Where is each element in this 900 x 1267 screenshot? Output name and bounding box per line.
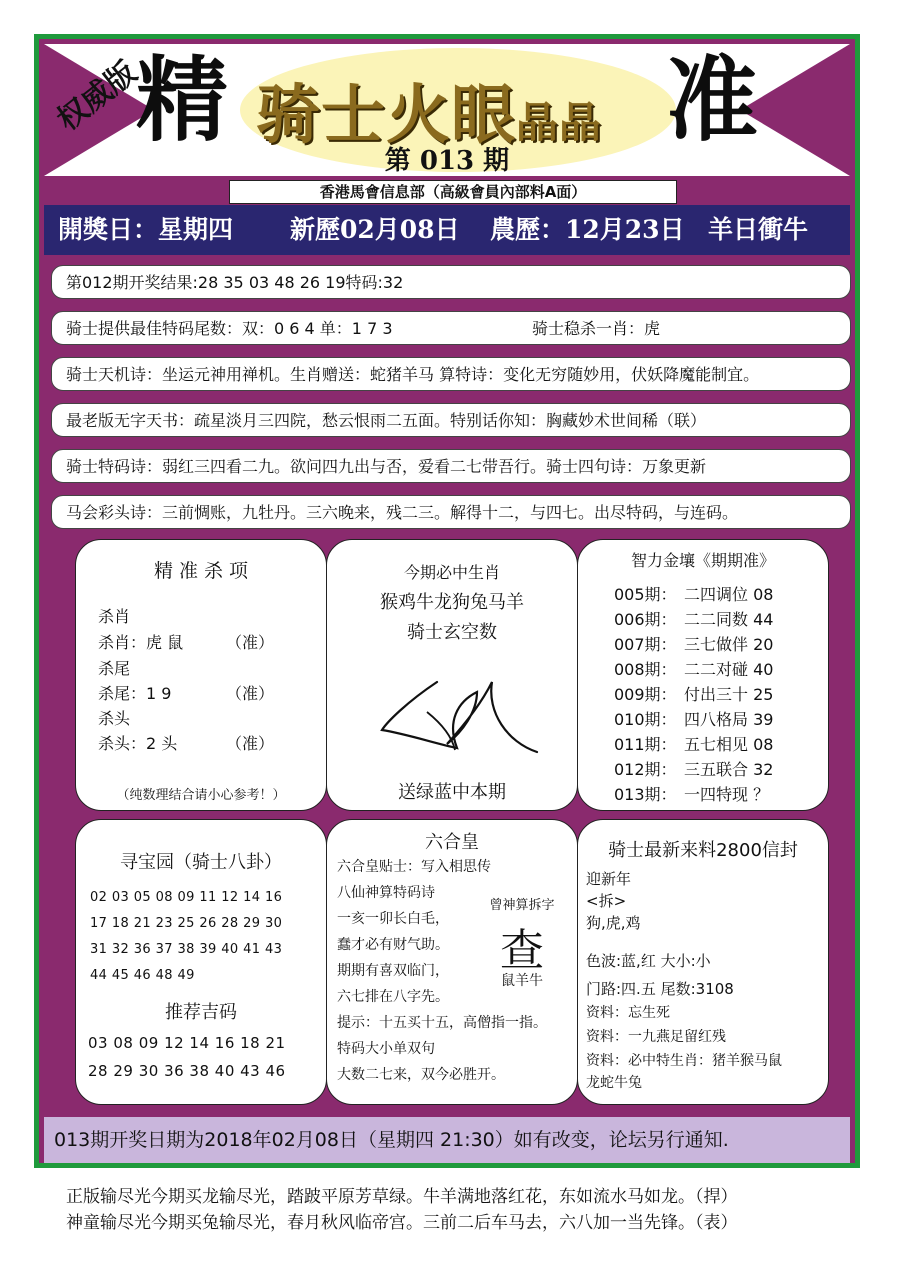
gold-row-text: 二二同数 44: [684, 610, 774, 629]
liuhe-size-line: 大数二七来，双今必胜开。: [337, 1067, 505, 1083]
liuhe-poem-title: 八仙神算特码诗: [337, 885, 435, 901]
latest-line-2: <拆>: [586, 892, 627, 910]
gold-row-text: 二二对碰 40: [684, 660, 774, 679]
special-poem-line: 骑士特码诗：弱红三四看二九。欲问四九出与否，爱看二七带吾行。骑士四句诗：万象更新: [51, 449, 851, 483]
footer-line-2: 神童输尽光今期买兔输尽光，春月秋风临帝宫。三前二后车马去，六八加一当先锋。（表）: [66, 1213, 738, 1233]
lucky-numbers-title: 推荐吉码: [165, 1002, 237, 1023]
liuhe-tip: 六合皇贴士：写入相思传: [337, 859, 491, 875]
gold-row-text: 四八格局 39: [684, 710, 774, 729]
latest-data-3: 资料：必中特生肖：猪羊猴马鼠: [586, 1053, 782, 1069]
treasure-box: [75, 819, 327, 1105]
lucky-number-row: 03 08 09 12 14 16 18 21: [88, 1034, 286, 1052]
left-big-char: 精: [136, 46, 229, 154]
draw-info-bar: [44, 205, 850, 255]
kill-head-tag: （准）: [226, 734, 275, 753]
gold-row-text: 一四特现 ？: [684, 785, 770, 804]
lunar-date: 農歷：12月23日: [490, 215, 685, 244]
gold-row-issue: 010期：: [614, 710, 677, 729]
gold-row-issue: 012期：: [614, 760, 677, 779]
latest-data-1: 资料：忘生死: [586, 1005, 670, 1021]
kill-head-label: 杀头: [98, 709, 131, 728]
treasure-number-row: 02 03 05 08 09 11 12 14 16: [90, 890, 283, 905]
liuhe-poem-line-1: 一亥一卯长白毛，: [337, 911, 449, 927]
liuhe-size-title: 特码大小单双句: [337, 1041, 435, 1057]
issue-number: 第 013 期: [384, 146, 510, 176]
last-result-line: 第012期开奖结果:28 35 03 48 26 19特码:32: [51, 265, 851, 299]
gold-row-text: 付出三十 25: [684, 685, 774, 704]
draw-day: 開獎日：星期四: [58, 215, 234, 244]
kill-box-title: 精 准 杀 项: [153, 560, 249, 582]
source-line: 香港馬會信息部（高級會員內部料A面）: [229, 180, 677, 204]
split-char-title: 曾神算拆字: [489, 898, 555, 913]
gold-row-text: 二四调位 08: [684, 585, 774, 604]
title-small: 晶晶: [516, 98, 603, 147]
latest-line-3: 狗,虎,鸡: [586, 914, 641, 932]
latest-info-box: [577, 819, 829, 1105]
signature-icon: [367, 652, 547, 762]
latest-color-size: 色波:蓝,红 大小:小: [586, 952, 711, 970]
gold-row-issue: 011期：: [614, 735, 677, 754]
latest-line-1: 迎新年: [586, 870, 632, 888]
liuhe-poem-line-3: 期期有喜双临门，: [337, 963, 449, 979]
liuhe-box: [326, 819, 578, 1105]
kill-head-value: 杀头：2 头: [98, 734, 178, 753]
header-banner: [44, 44, 850, 176]
kill-box-note: （纯数理结合请小心参考！）: [116, 788, 286, 803]
zodiac-box: [326, 539, 578, 811]
gold-row-issue: 005期：: [614, 585, 677, 604]
gold-row-text: 三七做伴 20: [684, 635, 774, 654]
kill-zodiac-tag: （准）: [226, 633, 275, 652]
lucky-number-row: 28 29 30 36 38 40 43 46: [88, 1062, 286, 1080]
treasure-number-row: 31 32 36 37 38 39 40 41 43: [90, 942, 283, 957]
gold-row-issue: 007期：: [614, 635, 677, 654]
new-calendar-date: 新歷02月08日: [290, 215, 460, 244]
gold-row-issue: 013期：: [614, 785, 677, 804]
title-main: 骑士火眼: [256, 78, 516, 153]
split-char-answer: 鼠羊牛: [501, 973, 543, 989]
latest-data-2: 资料：一九燕足留红残: [586, 1029, 726, 1045]
must-win-zodiacs: 猴鸡牛龙狗兔马羊: [380, 592, 524, 613]
kill-items-box: [75, 539, 327, 811]
right-big-char: 准: [665, 46, 758, 154]
gold-row-text: 三五联合 32: [684, 760, 774, 779]
latest-path-tail: 门路:四.五 尾数:3108: [586, 980, 734, 998]
tail-number-line: [51, 311, 851, 345]
clash-info: 羊日衝牛: [708, 215, 809, 244]
kill-one-zodiac: 骑士稳杀一肖：虎: [532, 319, 661, 338]
kill-zodiac-label: 杀肖: [98, 607, 131, 626]
zodiac-box-title: 今期必中生肖: [403, 563, 500, 582]
zodiac-box-bottom: 送绿蓝中本期: [398, 782, 506, 803]
kill-tail-tag: （准）: [226, 684, 275, 703]
liuhe-poem-line-4: 六七排在八字先。: [337, 989, 449, 1005]
liuhe-box-title: 六合皇: [425, 832, 479, 853]
gold-row-text: 五七相见 08: [684, 735, 774, 754]
mystic-number-label: 骑士玄空数: [407, 622, 497, 643]
latest-box-title: 骑士最新来料2800信封: [608, 840, 798, 861]
split-char: 查: [500, 925, 544, 976]
kill-zodiac-value: 杀肖：虎 鼠: [98, 633, 184, 652]
draw-date-notice: 013期开奖日期为2018年02月08日（星期四 21:30）如有改变，论坛另行通知.: [44, 1117, 850, 1163]
kill-tail-label: 杀尾: [98, 659, 131, 678]
gold-prediction-box: [577, 539, 829, 811]
gold-row-issue: 008期：: [614, 660, 677, 679]
book-line: 最老版无字天书：疏星淡月三四院，愁云恨雨二五面。特别话你知：胸藏妙术世间稀（联）: [51, 403, 851, 437]
treasure-number-row: 44 45 46 48 49: [90, 968, 195, 983]
gold-row-issue: 009期：: [614, 685, 677, 704]
latest-data-4: 龙蛇牛兔: [586, 1075, 642, 1091]
liuhe-poem-line-2: 蠢才必有财气助。: [337, 937, 449, 953]
edition-label: 权威版: [50, 54, 144, 138]
horse-poem-line: 马会彩头诗：三前惆账，九牡丹。三六晚来，残二三。解得十二，与四七。出尽特码，与连码。: [51, 495, 851, 529]
treasure-box-title: 寻宝园（骑士八卦）: [120, 852, 282, 873]
footer-line-1: 正版输尽光今期买龙输尽光，踏跛平原芳草绿。牛羊满地落红花，东如流水马如龙。（捍）: [66, 1187, 738, 1207]
gold-row-issue: 006期：: [614, 610, 677, 629]
liuhe-hint: 提示：十五买十五，高僧指一指。: [337, 1015, 547, 1031]
treasure-number-row: 17 18 21 23 25 26 28 29 30: [90, 916, 283, 931]
kill-tail-value: 杀尾：1 9: [98, 684, 172, 703]
poster-frame: [34, 34, 860, 1168]
poem-line: 骑士天机诗：坐运元神用禅机。生肖赠送：蛇猪羊马 算特诗：变化无穷随妙用，伏妖降魔能制宜。: [51, 357, 851, 391]
gold-box-title: 智力金壤《期期准》: [630, 551, 775, 570]
tail-numbers: 骑士提供最佳特码尾数：双：0 6 4 单：1 7 3: [66, 319, 393, 338]
